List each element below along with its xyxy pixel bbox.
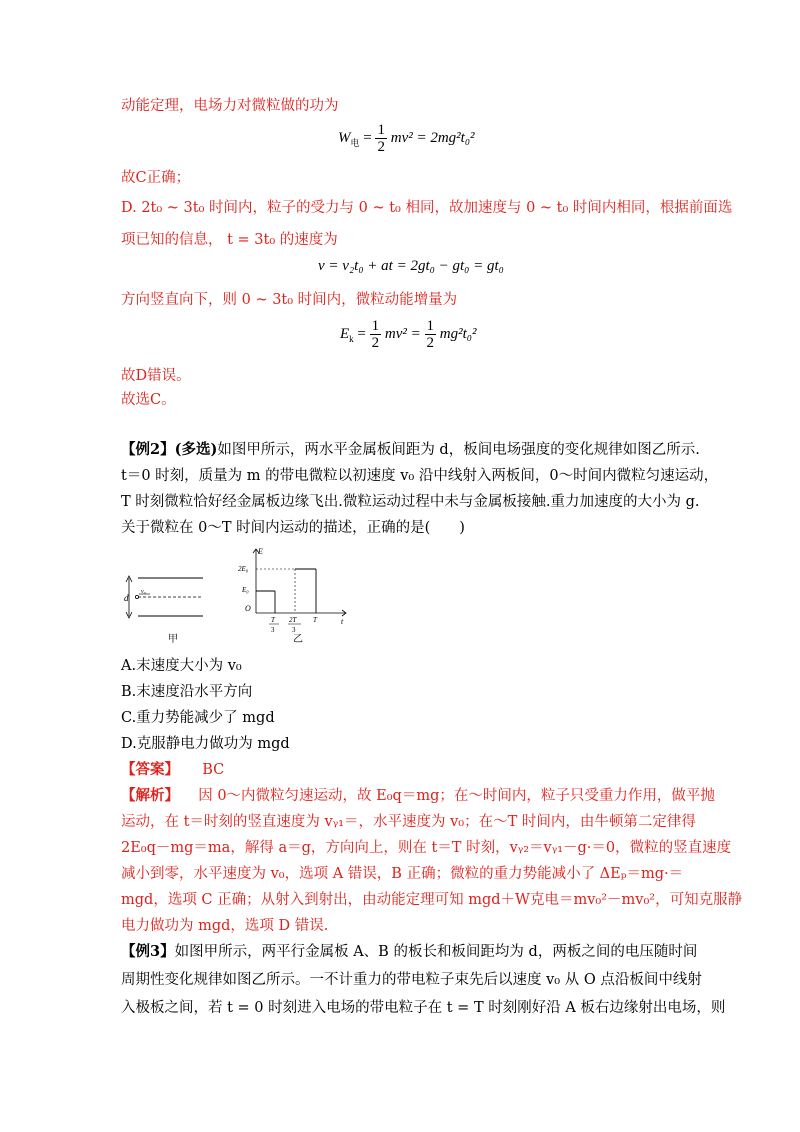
- example3-text-1: 如图甲所示，两平行金属板 A、B 的板长和板间距均为 d，两板之间的电压随时间: [174, 944, 698, 960]
- analysis-line-3: 2E₀q－mg＝ma，解得 a＝g，方向向上，则在 t＝T 时刻，vᵧ₂＝vᵧ₁－g·＝0，微粒的竖直速度: [121, 840, 732, 856]
- particle: [135, 595, 138, 598]
- equation-velocity: v = v₂t₀ + at = 2gt₀ − gt₀ = gt₀: [318, 258, 504, 274]
- eq3-fraction-b: [425, 318, 437, 351]
- eq3-frac-b-den: 2: [426, 335, 434, 351]
- eq3-rhs: mg²t₀²: [439, 325, 477, 342]
- equation-work-field: $W_电$ = $\frac{1}{2}$ mv² = 2mg²t₀²: [338, 122, 475, 155]
- eq3-mid: mv² =: [384, 325, 421, 342]
- answer-value: BC: [202, 762, 225, 778]
- figure-yi: [238, 545, 353, 645]
- option-c: C.重力势能减少了 mgd: [121, 710, 275, 726]
- eq1-frac-den: 2: [377, 139, 385, 155]
- analysis-line-2: 运动，在 t＝时刻的竖直速度为 vᵧ₁＝，水平速度为 v₀；在～T 时间内，由牛顿第二定律得: [121, 814, 696, 830]
- label-d: d: [124, 593, 129, 603]
- option-d: D.克服静电力做功为 mgd: [121, 736, 290, 752]
- example3-line-1: [121, 942, 697, 962]
- tick-E0: E₀: [242, 586, 249, 594]
- analysis-line-1: [121, 786, 715, 806]
- example2-line-4: 关于微粒在 0～T 时间内运动的描述，正确的是( ): [121, 520, 465, 536]
- d-line-1: D. 2t₀ ~ 3t₀ 时间内，粒子的受力与 0 ~ t₀ 相同，故加速度与 0 ~ t₀ 时间内相同，根据前面选: [121, 200, 733, 216]
- label-E: E: [258, 547, 263, 556]
- label-t: t: [341, 617, 344, 626]
- label-jia: 甲: [168, 634, 178, 645]
- example3-line-2: 周期性变化规律如图乙所示。一不计重力的带电粒子束先后以速度 v₀ 从 O 点沿板间中线射: [121, 972, 702, 988]
- eq1-lhs: W: [338, 129, 351, 146]
- example2-multi: (多选): [174, 441, 218, 458]
- label-v0: v₀: [141, 589, 146, 595]
- tick-T: T: [313, 616, 317, 624]
- tick-T3-num: T: [271, 616, 275, 624]
- example3-tag: 【例3】: [121, 943, 175, 960]
- analysis-line-4: 减小到零，水平速度为 v₀，选项 A 错误，B 正确；微粒的重力势能减小了 ΔEₚ＝mg·＝: [121, 866, 684, 882]
- eq3-frac-a-num: 1: [371, 318, 380, 334]
- d-line-2: 项已知的信息， t = 3t₀ 的速度为: [121, 232, 338, 248]
- tick-2E0: 2E₀: [238, 565, 249, 573]
- analysis-line-5: mgd，选项 C 正确；从射入到射出，由动能定理可知 mgd＋W克电＝mv₀²－mv₀²，可知克服静: [121, 892, 743, 908]
- example2-tag: 【例2】: [121, 441, 175, 458]
- option-a: A.末速度大小为 v₀: [121, 658, 242, 674]
- label-O: O: [245, 604, 251, 613]
- example2-text-1: 如图甲所示，两水平金属板间距为 d，板间电场强度的变化规律如图乙所示.: [217, 442, 700, 458]
- label-yi: 乙: [293, 634, 303, 645]
- eq1-sub: 电: [350, 137, 360, 148]
- eq1-rhs: mv² = 2mg²t₀²: [390, 129, 475, 146]
- example2-line-1: [121, 440, 700, 460]
- eq3-frac-b-num: 1: [426, 318, 434, 334]
- option-b: B.末速度沿水平方向: [121, 684, 253, 700]
- eq1-frac-num: 1: [377, 122, 385, 138]
- answer-line: [121, 760, 224, 780]
- example3-line-3: 入极板之间，若 t = 0 时刻进入电场的带电粒子在 t = T 时刻刚好沿 A 板右边缘射出电场，则: [121, 1000, 726, 1016]
- tick-T3-den: 3: [271, 626, 275, 634]
- eq3-frac-a-den: 2: [371, 335, 380, 351]
- analysis-line-6: 电力做功为 mgd，选项 D 错误.: [121, 918, 329, 934]
- example2-line-2: t＝0 时刻，质量为 m 的带电微粒以初速度 v₀ 沿中线射入两板间，0～时间内微粒匀速运动，: [121, 468, 719, 484]
- answer-label: 【答案】: [121, 761, 179, 778]
- final-answer-c: 故选C。: [121, 392, 176, 408]
- analysis-text-1: 因 0～内微粒匀速运动，故 E₀q＝mg；在～时间内，粒子只受重力作用，做平抛: [198, 788, 715, 804]
- eq1-fraction: [375, 122, 387, 155]
- eq3-sub: k: [349, 333, 354, 344]
- equation-kinetic-energy: $E_k$ = $\frac{1}{2}$ mv² = $\frac{1}{2}$ mg²t₀²: [340, 318, 477, 351]
- figure-jia: [118, 570, 218, 650]
- example2-line-3: T 时刻微粒恰好经金属板边缘飞出.微粒运动过程中未与金属板接触.重力加速度的大小为 g.: [121, 494, 700, 510]
- d-wrong: 故D错误。: [121, 368, 191, 384]
- analysis-label: 【解析】: [121, 787, 179, 804]
- d-line-3: 方向竖直向下，则 0 ~ 3t₀ 时间内，微粒动能增量为: [121, 292, 458, 308]
- eq3-fraction-a: [370, 318, 382, 351]
- c-correct: 故C正确；: [121, 170, 191, 186]
- tick-2T3-den: 3: [292, 626, 296, 634]
- tick-2T3-num: 2T: [289, 616, 297, 624]
- solution-line-1: 动能定理，电场力对微粒做的功为: [121, 98, 339, 114]
- eq3-lhs: E: [340, 325, 350, 342]
